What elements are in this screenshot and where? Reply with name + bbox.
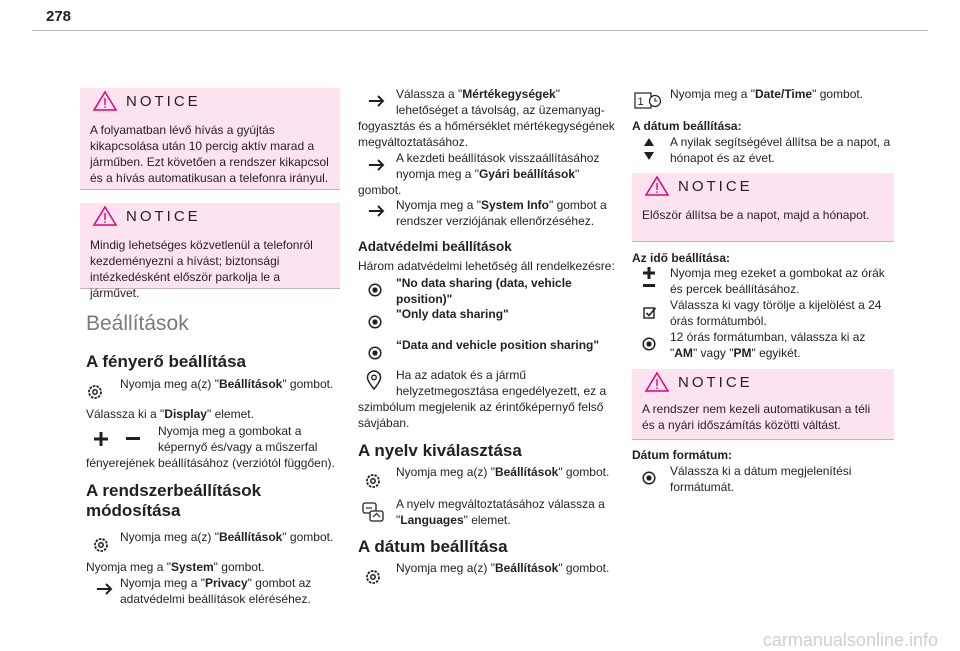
notice-text: A folyamatban lévő hívás a gyújtás kikapcsolása után 10 percig aktív marad a járműben. Ezt követően a rendszer kikapcsol és a hívás automatikusan a telefonra irányul.	[90, 123, 329, 185]
step-text: Ha az adatok és a jármű	[396, 368, 527, 382]
step-text: adatvédelmi beállítások eléréséhez.	[120, 592, 311, 606]
option-label: "Only data sharing"	[396, 307, 509, 321]
step-text: Nyomja meg a "System" gombot.	[86, 560, 265, 574]
heading-brightness: A fényerő beállítása	[86, 352, 246, 371]
radio-option-icon	[642, 471, 656, 485]
svg-text:1: 1	[637, 96, 644, 108]
heading-date: A dátum beállítása	[358, 537, 508, 556]
step-text: Válassza ki vagy törölje a kijelölést a 24	[670, 298, 882, 312]
step-text: Nyomja meg a gombokat a	[158, 424, 302, 438]
step-text: A nyilak segítségével állítsa be a napot, a	[670, 135, 891, 149]
subheading: Az idő beállítása:	[632, 251, 731, 265]
step-text: rendszer verziójának ellenőrzéséhez.	[396, 214, 595, 228]
step-text: Nyomja meg a(z) "Beállítások" gombot.	[120, 530, 334, 544]
step-text: "AM" vagy "PM" egyikét.	[670, 346, 801, 360]
radio-option-icon	[642, 337, 656, 351]
step-text: szimbólum megjelenik az érintőképernyő felső	[358, 400, 604, 414]
gear-icon	[92, 536, 110, 554]
warning-icon	[644, 371, 670, 393]
warning-icon	[92, 205, 118, 227]
warning-icon	[644, 175, 670, 197]
plus-minus-icon	[640, 267, 658, 289]
header-rule	[32, 30, 928, 31]
step-text: formátumát.	[670, 480, 735, 494]
watermark: carmanualsonline.info	[762, 630, 938, 650]
step-text: hónapot és az évet.	[670, 151, 775, 165]
step-text: Válassza ki a "Display" elemet.	[86, 407, 254, 421]
notice-box	[632, 173, 894, 242]
notice-text: Mindig lehetséges közvetlenül a telefonról kezdeményezni a hívást; biztonsági intézkedésként először parkolja le a járművet.	[90, 238, 313, 300]
notice-box	[632, 369, 894, 440]
heading-privacy: Adatvédelmi beállítások	[358, 239, 512, 254]
step-text: és percek beállításához.	[670, 282, 800, 296]
step-text: nyomja meg a "Gyári beállítások"	[396, 167, 580, 181]
notice-title: NOTICE	[678, 373, 753, 391]
arrow-right-icon	[96, 582, 114, 596]
option-label: "No data sharing (data, vehicle	[396, 276, 572, 290]
step-text: Nyomja meg a "Date/Time" gombot.	[670, 87, 864, 101]
step-text: "Languages" elemet.	[396, 513, 511, 527]
step-text: Nyomja meg a "System Info" gombot a	[396, 198, 607, 212]
arrow-down-icon	[644, 152, 654, 160]
step-text: helyzetmegosztása engedélyezett, ez a	[396, 384, 607, 398]
step-text: megváltoztatásához.	[358, 135, 469, 149]
subheading: A dátum beállítása:	[632, 119, 742, 133]
option-label: “Data and vehicle position sharing"	[396, 338, 600, 352]
clock-time-icon	[634, 90, 662, 110]
step-text: Nyomja meg a(z) "Beállítások" gombot.	[120, 377, 334, 391]
heading-language: A nyelv kiválasztása	[358, 441, 522, 460]
section-title: Beállítások	[86, 312, 189, 335]
step-text: Nyomja meg a(z) "Beállítások" gombot.	[396, 465, 610, 479]
checkbox-icon	[643, 306, 657, 320]
language-icon	[362, 502, 384, 524]
heading-system: módosítása	[86, 501, 181, 520]
radio-option-icon	[368, 315, 382, 329]
notice-title: NOTICE	[126, 92, 201, 110]
subheading: Dátum formátum:	[632, 448, 733, 462]
plus-icon	[94, 432, 108, 446]
heading-system: A rendszerbeállítások	[86, 481, 262, 500]
arrow-right-icon	[368, 158, 386, 172]
notice-title: NOTICE	[678, 177, 753, 195]
notice-text: Először állítsa be a napot, majd a hónapot.	[642, 208, 870, 222]
step-text: lehetőséget a távolság, az üzemanyag-	[396, 103, 605, 117]
step-text: Válassza a "Mértékegységek"	[396, 87, 560, 101]
step-text: Nyomja meg a(z) "Beállítások" gombot.	[396, 561, 610, 575]
step-text: képernyő és/vagy a műszerfal	[158, 440, 318, 454]
step-text: A nyelv megváltoztatásához válassza a	[396, 497, 605, 511]
arrow-up-icon	[644, 138, 654, 146]
step-text: A kezdeti beállítások visszaállításához	[396, 151, 600, 165]
radio-option-icon	[368, 346, 382, 360]
warning-icon	[92, 90, 118, 112]
arrow-right-icon	[368, 204, 386, 218]
step-text: 12 órás formátumban, válassza ki az	[670, 330, 866, 344]
option-label: position)"	[396, 292, 453, 306]
notice-title: NOTICE	[126, 207, 201, 225]
gear-icon	[86, 383, 104, 401]
step-text: Válassza ki a dátum megjelenítési	[670, 464, 852, 478]
notice-text: A rendszer nem kezeli automatikusan a téli és a nyári időszámítás közötti váltást.	[642, 402, 871, 432]
page-number: 278	[46, 8, 72, 25]
step-text: sávjában.	[358, 416, 410, 430]
gear-icon	[364, 568, 382, 586]
step-text: Nyomja meg ezeket a gombokat az órák	[670, 266, 885, 280]
step-text: órás formátumból.	[670, 314, 767, 328]
step-text: Nyomja meg a "Privacy" gombot az	[120, 576, 312, 590]
arrow-right-icon	[368, 94, 386, 108]
notice-box	[80, 88, 340, 190]
location-pin-icon	[366, 370, 382, 390]
gear-icon	[364, 472, 382, 490]
minus-icon	[126, 437, 140, 441]
step-text: gombot.	[358, 183, 402, 197]
notice-box	[80, 203, 340, 300]
step-text: fényerejének beállításához (verziótól függően).	[86, 456, 335, 470]
radio-option-icon	[368, 283, 382, 297]
step-text: Három adatvédelmi lehetőség áll rendelkezésre:	[358, 259, 615, 273]
step-text: fogyasztás és a hőmérséklet mértékegységének	[358, 119, 615, 133]
